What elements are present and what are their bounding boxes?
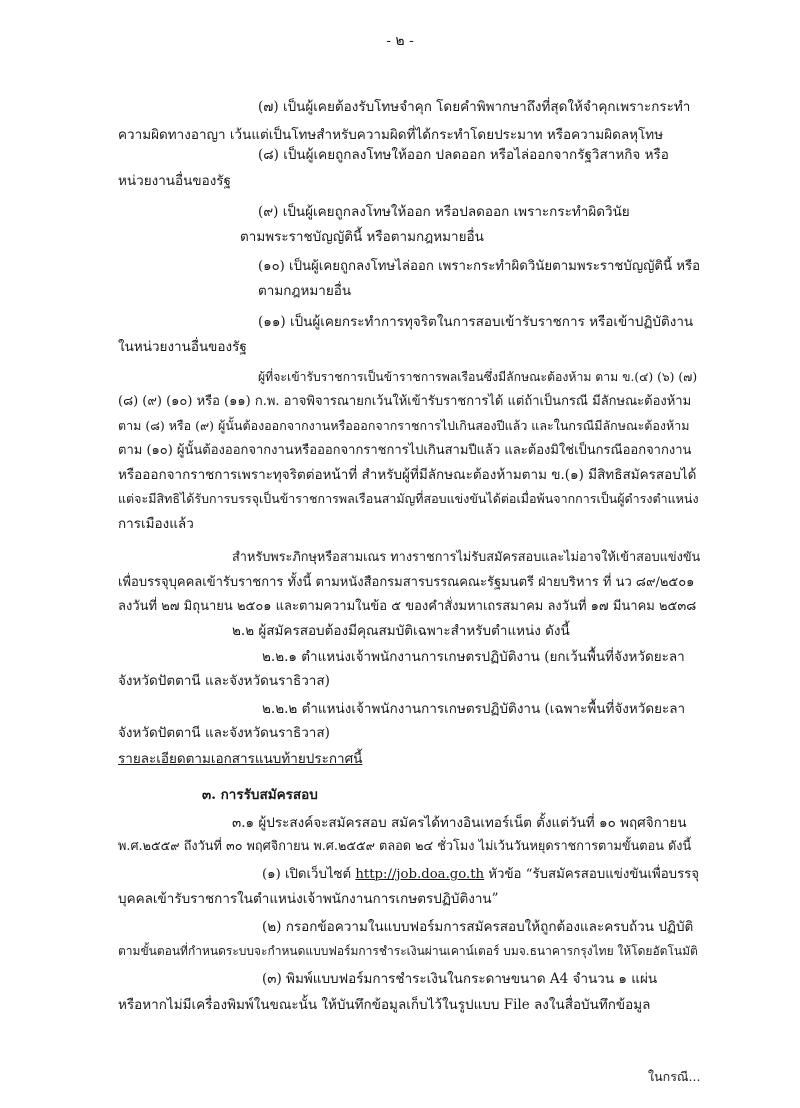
section-3-heading: ๓. การรับสมัครสอบ xyxy=(202,787,318,803)
step-1-line-2: บุคคลเข้ารับราชการในตำแหน่งเจ้าพนักงานการเกษตรปฏิบัติงาน” xyxy=(118,891,499,907)
step-3-line-2: หรือหากไม่มีเครื่องพิมพ์ในขณะนั้น ให้บันทึกข้อมูลเก็บไว้ในรูปแบบ File ลงในสื่อบันทึกข้อมูล xyxy=(118,997,651,1013)
step-3-line-1: (๓) พิมพ์แบบฟอร์มการชำระเงินในกระดาษขนาด A4 จำนวน ๑ แผ่น xyxy=(262,971,658,987)
item-10-line-2: ตามกฎหมายอื่น xyxy=(258,283,352,299)
section-2-2: ๒.๒ ผู้สมัครสอบต้องมีคุณสมบัติเฉพาะสำหรับตำแหน่ง ดังนี้ xyxy=(232,623,570,639)
item-9-line-2: ตามพระราชบัญญัตินี้ หรือตามกฎหมายอื่น xyxy=(240,229,484,245)
monk-line-3: ลงวันที่ ๒๗ มิถุนายน ๒๕๐๑ และตามความในข้อ ๕ ของคำสั่งมหาเถรสมาคม ลงวันที่ ๑๗ มีนาคม ๒๕๓๘ xyxy=(118,599,697,614)
continuation-text: ในกรณี... xyxy=(648,1069,701,1084)
step-1-suffix: หัวข้อ “รับสมัครสอบแข่งขันเพื่อบรรจุ xyxy=(488,867,700,882)
exception-line-7: การเมืองแล้ว xyxy=(118,516,194,532)
item-7-line-1: (๗) เป็นผู้เคยต้องรับโทษจำคุก โดยคำพิพากษาถึงที่สุดให้จำคุกเพราะกระทำ xyxy=(258,99,691,115)
section-2-2-1-line-1: ๒.๒.๑ ตำแหน่งเจ้าพนักงานการเกษตรปฏิบัติงาน (ยกเว้นพื้นที่จังหวัดยะลา xyxy=(262,649,685,665)
exception-line-3: ตาม (๘) หรือ (๙) ผู้นั้นต้องออกจากงานหรือออกจากราชการไปเกินสองปีแล้ว และในกรณีมีลักษณะต้องห้าม xyxy=(118,418,690,433)
item-11-line-1: (๑๑) เป็นผู้เคยกระทำการทุจริตในการสอบเข้ารับราชการ หรือเข้าปฏิบัติงาน xyxy=(258,314,694,330)
item-9-line-1: (๙) เป็นผู้เคยถูกลงโทษให้ออก หรือปลดออก เพราะกระทำผิดวินัย xyxy=(258,204,630,220)
exception-line-1: ผู้ที่จะเข้ารับราชการเป็นข้าราชการพลเรือนซึ่งมีลักษณะต้องห้าม ตาม ข.(๔) (๖) (๗) xyxy=(258,370,698,384)
monk-line-1: สำหรับพระภิกษุหรือสามเณร ทางราชการไม่รับสมัครสอบและไม่อาจให้เข้าสอบแข่งขัน xyxy=(232,550,701,565)
item-7-line-2: ความผิดทางอาญา เว้นแต่เป็นโทษสำหรับความผิดที่ได้กระทำโดยประมาท หรือความผิดลหุโทษ xyxy=(118,127,664,143)
item-8-line-2: หน่วยงานอื่นของรัฐ xyxy=(118,173,231,189)
section-2-2-2-line-1: ๒.๒.๒ ตำแหน่งเจ้าพนักงานการเกษตรปฏิบัติงาน (เฉพาะพื้นที่จังหวัดยะลา xyxy=(262,701,686,717)
step-2-line-2: ตามขั้นตอนที่กำหนดระบบจะกำหนดแบบฟอร์มการชำระเงินผ่านเคาน์เตอร์ บมจ.ธนาคารกรุงไทย ให้โดยอัตโนมัติ xyxy=(118,944,698,958)
item-10-line-1: (๑๐) เป็นผู้เคยถูกลงโทษไล่ออก เพราะกระทำผิดวินัยตามพระราชบัญญัตินี้ หรือ xyxy=(258,259,701,274)
item-8-line-1: (๘) เป็นผู้เคยถูกลงโทษให้ออก ปลดออก หรือไล่ออกจากรัฐวิสาหกิจ หรือ xyxy=(258,147,669,163)
exception-line-5: หรือออกจากราชการเพราะทุจริตต่อหน้าที่ สำหรับผู้ที่มีลักษณะต้องห้ามตาม ข.(๑) มีสิทธิสมัครสอบได้ xyxy=(118,467,697,483)
page-number: - ๒ - xyxy=(386,33,414,49)
section-2-2-2-line-2: จังหวัดปัตตานี และจังหวัดนราธิวาส) xyxy=(118,725,330,741)
website-link[interactable]: http://job.doa.go.th xyxy=(355,867,485,882)
exception-line-6: แต่จะมีสิทธิได้รับการบรรจุเป็นข้าราชการพลเรือนสามัญที่สอบแข่งขันได้ต่อเมื่อพ้นจากการเป็นผู้ดำรงตำแหน่ง xyxy=(118,491,699,506)
section-3-1-line-1: ๓.๑ ผู้ประสงค์จะสมัครสอบ สมัครได้ทางอินเทอร์เน็ต ตั้งแต่วันที่ ๑๐ พฤศจิกายน xyxy=(232,815,687,831)
step-1-line-1 xyxy=(262,866,699,884)
item-11-line-2: ในหน่วยงานอื่นของรัฐ xyxy=(118,339,247,355)
step-1-prefix: (๑) เปิดเว็บไซต์ xyxy=(262,867,352,882)
section-2-2-1-line-2: จังหวัดปัตตานี และจังหวัดนราธิวาส) xyxy=(118,673,330,689)
exception-line-4: ตาม (๑๐) ผู้นั้นต้องออกจากงานหรือออกจากราชการไปเกินสามปีแล้ว และต้องมิใช่เป็นกรณีออกจากงาน xyxy=(118,443,692,458)
step-2-line-1: (๒) กรอกข้อความในแบบฟอร์มการสมัครสอบให้ถูกต้องและครบถ้วน ปฏิบัติ xyxy=(262,919,694,935)
section-3-1-line-2: พ.ศ.๒๕๕๙ ถึงวันที่ ๓๐ พฤศจิกายน พ.ศ.๒๕๕๙ ตลอด ๒๔ ชั่วโมง ไม่เว้นวันหยุดราชการตามขั้นตอน ดังนี้ xyxy=(118,839,692,854)
details-note: รายละเอียดตามเอกสารแนบท้ายประกาศนี้ xyxy=(118,751,363,767)
monk-line-2: เพื่อบรรจุบุคคลเข้ารับราชการ ทั้งนี้ ตามหนังสือกรมสารบรรณคณะรัฐมนตรี ฝ่ายบริหาร ที่ นว ๘๙/๒๕๐๑ xyxy=(118,575,695,590)
exception-line-2: (๘) (๙) (๑๐) หรือ (๑๑) ก.พ. อาจพิจารณายกเว้นให้เข้ารับราชการได้ แต่ถ้าเป็นกรณี มีลักษณะต้องห้าม xyxy=(118,394,692,409)
